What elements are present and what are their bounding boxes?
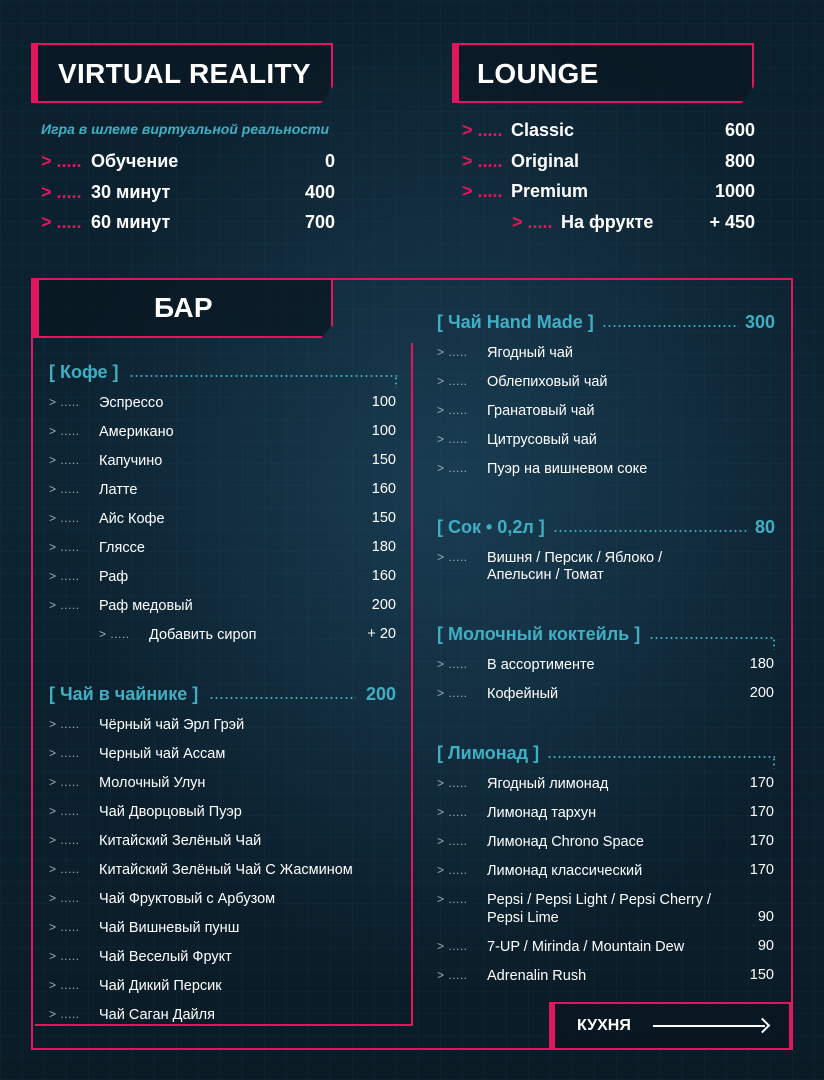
item-name: Чай Дворцовый Пуэр (99, 804, 242, 820)
section-label: [ Кофе ] (49, 362, 119, 382)
item-name-line2: Апельсин / Томат (487, 567, 604, 583)
arrow-icon: > ..... (437, 834, 468, 848)
list-item (41, 182, 335, 206)
list-item (41, 212, 335, 236)
arrow-icon: > ..... (437, 550, 468, 564)
item-name: Эспрессо (99, 395, 164, 411)
bar-title-accent (33, 280, 39, 338)
list-item (437, 775, 774, 795)
list-item (49, 861, 396, 881)
vr-subtitle: Игра в шлеме виртуальной реальности (41, 121, 330, 137)
arrow-icon: > ..... (437, 461, 468, 475)
section-label: [ Молочный коктейль ] (437, 624, 641, 644)
list-item (462, 120, 755, 144)
arrow-icon: > ..... (437, 863, 468, 877)
arrow-icon: > ..... (437, 345, 468, 359)
arrow-icon: > ..... (41, 151, 82, 171)
arrow-icon: > ..... (49, 833, 80, 847)
lounge-title: LOUNGE (477, 58, 599, 89)
section-header-juice (437, 517, 775, 541)
list-item (49, 568, 396, 588)
item-name-line1: Pepsi / Pepsi Light / Pepsi Cherry / (487, 892, 712, 908)
list-item (49, 832, 396, 852)
item-name: В ассортименте (487, 657, 595, 673)
item-name: Чай Саган Дайля (99, 1007, 215, 1023)
arrow-icon: > ..... (49, 482, 80, 496)
arrow-right-icon-head (755, 1018, 771, 1034)
arrow-icon: > ..... (49, 511, 80, 525)
arrow-icon: > ..... (41, 182, 82, 202)
arrow-icon: > ..... (437, 939, 468, 953)
list-item (512, 212, 755, 236)
list-item (437, 891, 774, 929)
item-price: 170 (749, 804, 774, 820)
section-label: [ Чай в чайнике ] (49, 684, 199, 704)
list-item (437, 967, 774, 987)
dots-leader (547, 756, 775, 758)
arrow-icon: > ..... (99, 627, 130, 641)
arrow-icon: > ..... (49, 395, 80, 409)
item-name: Добавить сироп (149, 627, 257, 643)
list-item (437, 549, 774, 587)
item-price: + 20 (367, 626, 396, 642)
arrow-icon: > ..... (437, 403, 468, 417)
section-label: [ Чай Hand Made ] (437, 312, 594, 332)
item-name: Цитрусовый чай (487, 432, 597, 448)
arrow-icon: > ..... (49, 804, 80, 818)
item-price: 150 (371, 510, 396, 526)
section-price: 80 (754, 517, 775, 537)
list-item (462, 151, 755, 175)
arrow-icon: > ..... (49, 598, 80, 612)
arrow-right-icon (653, 1025, 765, 1027)
item-price: 600 (724, 120, 755, 140)
list-item (49, 774, 396, 794)
item-name: Латте (99, 482, 138, 498)
arrow-icon: > ..... (462, 181, 503, 201)
arrow-icon: > ..... (49, 862, 80, 876)
list-item (49, 977, 396, 997)
item-name: Раф (99, 569, 129, 585)
item-name: Лимонад Chrono Space (487, 834, 644, 850)
item-name: Черный чай Ассам (99, 746, 226, 762)
item-price: 180 (749, 656, 774, 672)
item-name: Original (511, 151, 580, 171)
arrow-icon: > ..... (49, 424, 80, 438)
dots-leader (209, 697, 356, 699)
section-label: [ Лимонад ] (437, 743, 540, 763)
item-price: 160 (371, 568, 396, 584)
section-label: [ Сок • 0,2л ] (437, 517, 545, 537)
item-price: 100 (371, 394, 396, 410)
item-price: 1000 (714, 181, 755, 201)
list-item (437, 938, 774, 958)
item-name: Гляссе (99, 540, 145, 556)
arrow-icon: > ..... (437, 805, 468, 819)
list-item (49, 481, 396, 501)
item-price: 90 (757, 909, 774, 925)
item-price: 800 (724, 151, 755, 171)
arrow-icon: > ..... (437, 968, 468, 982)
arrow-icon: > ..... (49, 1007, 80, 1021)
item-name: Adrenalin Rush (487, 968, 587, 984)
list-item (437, 431, 774, 451)
list-item (99, 626, 396, 646)
item-name-line1: Вишня / Персик / Яблоко / (487, 550, 663, 566)
section-price: 200 (365, 684, 396, 704)
item-name: Ягодный лимонад (487, 776, 609, 792)
list-item (49, 423, 396, 443)
arrow-icon: > ..... (49, 717, 80, 731)
item-name: Айс Кофе (99, 511, 165, 527)
item-name: Premium (511, 181, 589, 201)
item-name: Облепиховый чай (487, 374, 608, 390)
arrow-icon: > ..... (49, 920, 80, 934)
item-name: Раф медовый (99, 598, 193, 614)
item-name-line2: Pepsi Lime (487, 910, 559, 926)
arrow-icon: > ..... (437, 374, 468, 388)
arrow-icon: > ..... (512, 212, 553, 232)
list-item (437, 344, 774, 364)
vr-title: VIRTUAL REALITY (58, 58, 311, 89)
list-item (49, 452, 396, 472)
item-price: + 450 (709, 212, 755, 232)
item-price: 170 (749, 862, 774, 878)
list-item (437, 402, 774, 422)
list-item (437, 804, 774, 824)
item-name: Лимонад классический (487, 863, 643, 879)
arrow-icon: > ..... (49, 746, 80, 760)
list-item (49, 745, 396, 765)
item-price: 200 (749, 685, 774, 701)
item-name: Гранатовый чай (487, 403, 595, 419)
list-item (41, 151, 335, 175)
list-item (437, 685, 774, 705)
arrow-icon: > ..... (462, 151, 503, 171)
list-item (437, 862, 774, 882)
item-price: 170 (749, 833, 774, 849)
dots-leader (602, 325, 739, 327)
section-header-tea-handmade (437, 312, 775, 336)
dots-leader (649, 637, 775, 639)
arrow-icon: > ..... (49, 949, 80, 963)
bar-title: БАР (154, 292, 213, 323)
item-price: 90 (757, 938, 774, 954)
item-name: Американо (99, 424, 174, 440)
list-item (437, 833, 774, 853)
item-price: 100 (371, 423, 396, 439)
item-price: 180 (371, 539, 396, 555)
list-item (49, 539, 396, 559)
item-name: Молочный Улун (99, 775, 206, 791)
kitchen-button-label: КУХНЯ (577, 1017, 631, 1034)
item-price: 200 (371, 597, 396, 613)
dots-leader-vertical (395, 376, 397, 388)
item-name: Ягодный чай (487, 345, 573, 361)
item-price: 700 (304, 212, 335, 232)
item-name: Капучино (99, 453, 163, 469)
arrow-icon: > ..... (49, 891, 80, 905)
item-name: Чай Дикий Персик (99, 978, 222, 994)
section-price: 300 (744, 312, 775, 332)
arrow-icon: > ..... (437, 776, 468, 790)
list-item (49, 948, 396, 968)
item-name: Чай Веселый Фрукт (99, 949, 232, 965)
list-item (49, 716, 396, 736)
item-price: 150 (371, 452, 396, 468)
item-name: Китайский Зелёный Чай С Жасмином (99, 862, 353, 878)
section-header-lemonade (437, 743, 775, 767)
item-name: Чай Фруктовый с Арбузом (99, 891, 276, 907)
section-header-milkshake (437, 624, 775, 648)
item-name: Лимонад тархун (487, 805, 597, 821)
item-name: Кофейный (487, 686, 559, 702)
item-price: 150 (749, 967, 774, 983)
list-item (49, 890, 396, 910)
arrow-icon: > ..... (41, 212, 82, 232)
arrow-icon: > ..... (437, 892, 468, 906)
list-item (462, 181, 755, 205)
arrow-icon: > ..... (49, 775, 80, 789)
arrow-icon: > ..... (462, 120, 503, 140)
item-price: 160 (371, 481, 396, 497)
item-name: Пуэр на вишневом соке (487, 461, 648, 477)
list-item (49, 597, 396, 617)
section-header-tea-pot (49, 684, 396, 708)
dots-leader (129, 375, 397, 377)
item-name: Чай Вишневый пунш (99, 920, 240, 936)
arrow-icon: > ..... (49, 540, 80, 554)
arrow-icon: > ..... (437, 432, 468, 446)
dots-leader-vertical (773, 638, 775, 650)
dots-leader (553, 530, 749, 532)
item-price: 170 (749, 775, 774, 791)
list-item (437, 656, 774, 676)
item-name: Чёрный чай Эрл Грэй (99, 717, 245, 733)
item-name: Обучение (91, 151, 179, 171)
item-price: 0 (324, 151, 335, 171)
list-item (49, 803, 396, 823)
item-name: Китайский Зелёный Чай (99, 833, 262, 849)
list-item (49, 394, 396, 414)
list-item (49, 510, 396, 530)
item-price: 400 (304, 182, 335, 202)
arrow-icon: > ..... (49, 453, 80, 467)
list-item (49, 1006, 396, 1026)
item-name: 30 минут (91, 182, 171, 202)
item-name: Classic (511, 120, 575, 140)
list-item (437, 373, 774, 393)
item-name: 60 минут (91, 212, 171, 232)
list-item (437, 460, 774, 480)
item-name: На фрукте (561, 212, 654, 232)
item-name: 7-UP / Mirinda / Mountain Dew (487, 939, 685, 955)
dots-leader-vertical (773, 757, 775, 769)
section-header-coffee (49, 362, 397, 386)
list-item (49, 919, 396, 939)
kitchen-button[interactable] (549, 1002, 791, 1048)
arrow-icon: > ..... (49, 978, 80, 992)
arrow-icon: > ..... (49, 569, 80, 583)
arrow-icon: > ..... (437, 686, 468, 700)
arrow-icon: > ..... (437, 657, 468, 671)
